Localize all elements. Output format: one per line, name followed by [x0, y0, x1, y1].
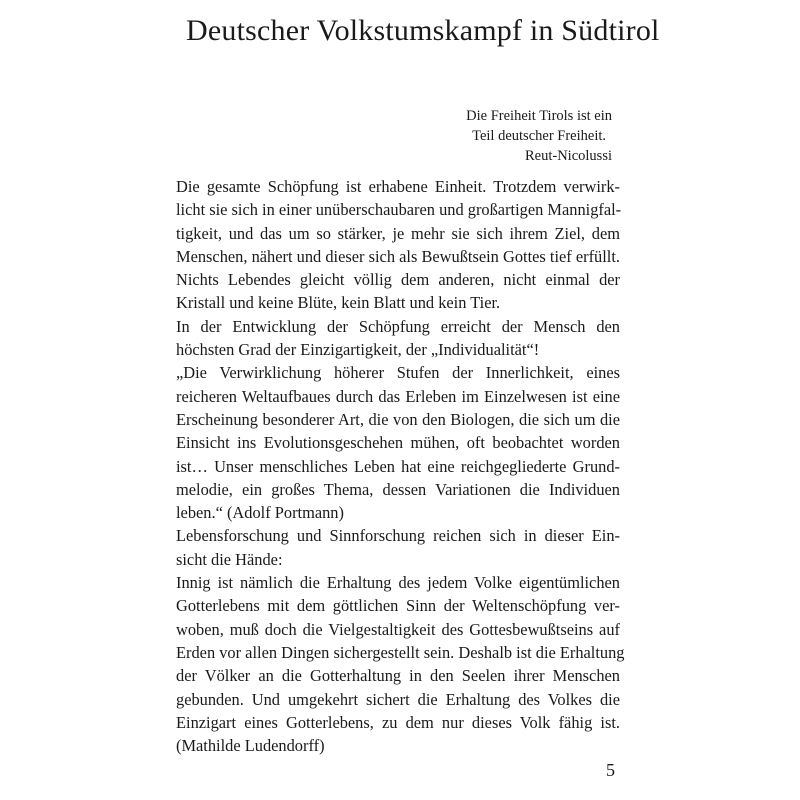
text-line: woben, muß doch die Vielgestaltigkeit des Gottesbewußtseins auf	[176, 619, 620, 639]
text-line: gebunden. Und umgekehrt sichert die Erhaltung des Volkes die	[176, 689, 620, 709]
text-line: der Völker an die Gotterhaltung in den Seelen ihrer Menschen	[176, 666, 620, 686]
text-line: Erscheinung besonderer Art, die von den Biologen, die sich um die	[176, 409, 620, 429]
text-line: Kristall und keine Blüte, kein Blatt und kein Tier.	[176, 293, 501, 313]
text-line: Gotterlebens mit dem göttlichen Sinn der Weltenschöpfung ver-	[176, 596, 620, 616]
text-line: licht sie sich in einer unüberschaubaren und großartigen Mannigfal-	[176, 200, 622, 220]
text-line: Lebensforschung und Sinnforschung reichen sich in dieser Ein-	[176, 526, 620, 546]
text-line: ist… Unser menschliches Leben hat eine reichgegliederte Grund-	[176, 456, 620, 476]
text-line: Menschen, nähert und dieser sich als Bewußtsein Gottes tief erfüllt.	[176, 246, 620, 266]
text-line: tigkeit, und das um so stärker, je mehr sie sich ihrem Ziel, dem	[176, 223, 620, 243]
page-number: 5	[606, 760, 615, 780]
text-line: Nichts Lebendes gleicht völlig dem anderen, nicht einmal der	[176, 270, 620, 290]
body-text	[176, 175, 625, 757]
epigraph-line: Die Freiheit Tirols ist ein	[466, 108, 612, 124]
epigraph-attribution: Reut-Nicolussi	[525, 148, 612, 164]
text-line: melodie, ein großes Thema, dessen Variationen die Individuen	[176, 479, 620, 499]
text-line: Einzigart eines Gotterlebens, zu dem nur dieses Volk fähig ist.	[176, 712, 620, 732]
text-line: Die gesamte Schöpfung ist erhabene Einheit. Trotzdem verwirk-	[176, 177, 620, 196]
text-line: sicht die Hände:	[176, 549, 283, 569]
text-line: reicheren Weltaufbaues durch das Erleben im Einzelwesen ist eine	[176, 386, 620, 406]
chapter-title: Deutscher Volkstumskampf in Südtirol	[186, 14, 660, 47]
text-line: leben.“ (Adolf Portmann)	[176, 503, 344, 523]
text-line: In der Entwicklung der Schöpfung erreicht der Mensch den	[176, 316, 620, 336]
text-line: (Mathilde Ludendorff)	[176, 736, 325, 756]
text-line: höchsten Grad der Einzigartigkeit, der „Individualität“!	[176, 340, 540, 360]
text-line: Innig ist nämlich die Erhaltung des jedem Volke eigentümlichen	[176, 573, 620, 593]
epigraph-line: Teil deutscher Freiheit.	[472, 128, 606, 144]
text-line: Erden vor allen Dingen sichergestellt sein. Deshalb ist die Erhaltung	[176, 642, 625, 662]
epigraph	[466, 106, 612, 166]
text-line: „Die Verwirklichung höherer Stufen der Innerlichkeit, eines	[176, 363, 620, 383]
text-line: Einsicht ins Evolutionsgeschehen mühen, oft beobachtet worden	[176, 433, 620, 453]
